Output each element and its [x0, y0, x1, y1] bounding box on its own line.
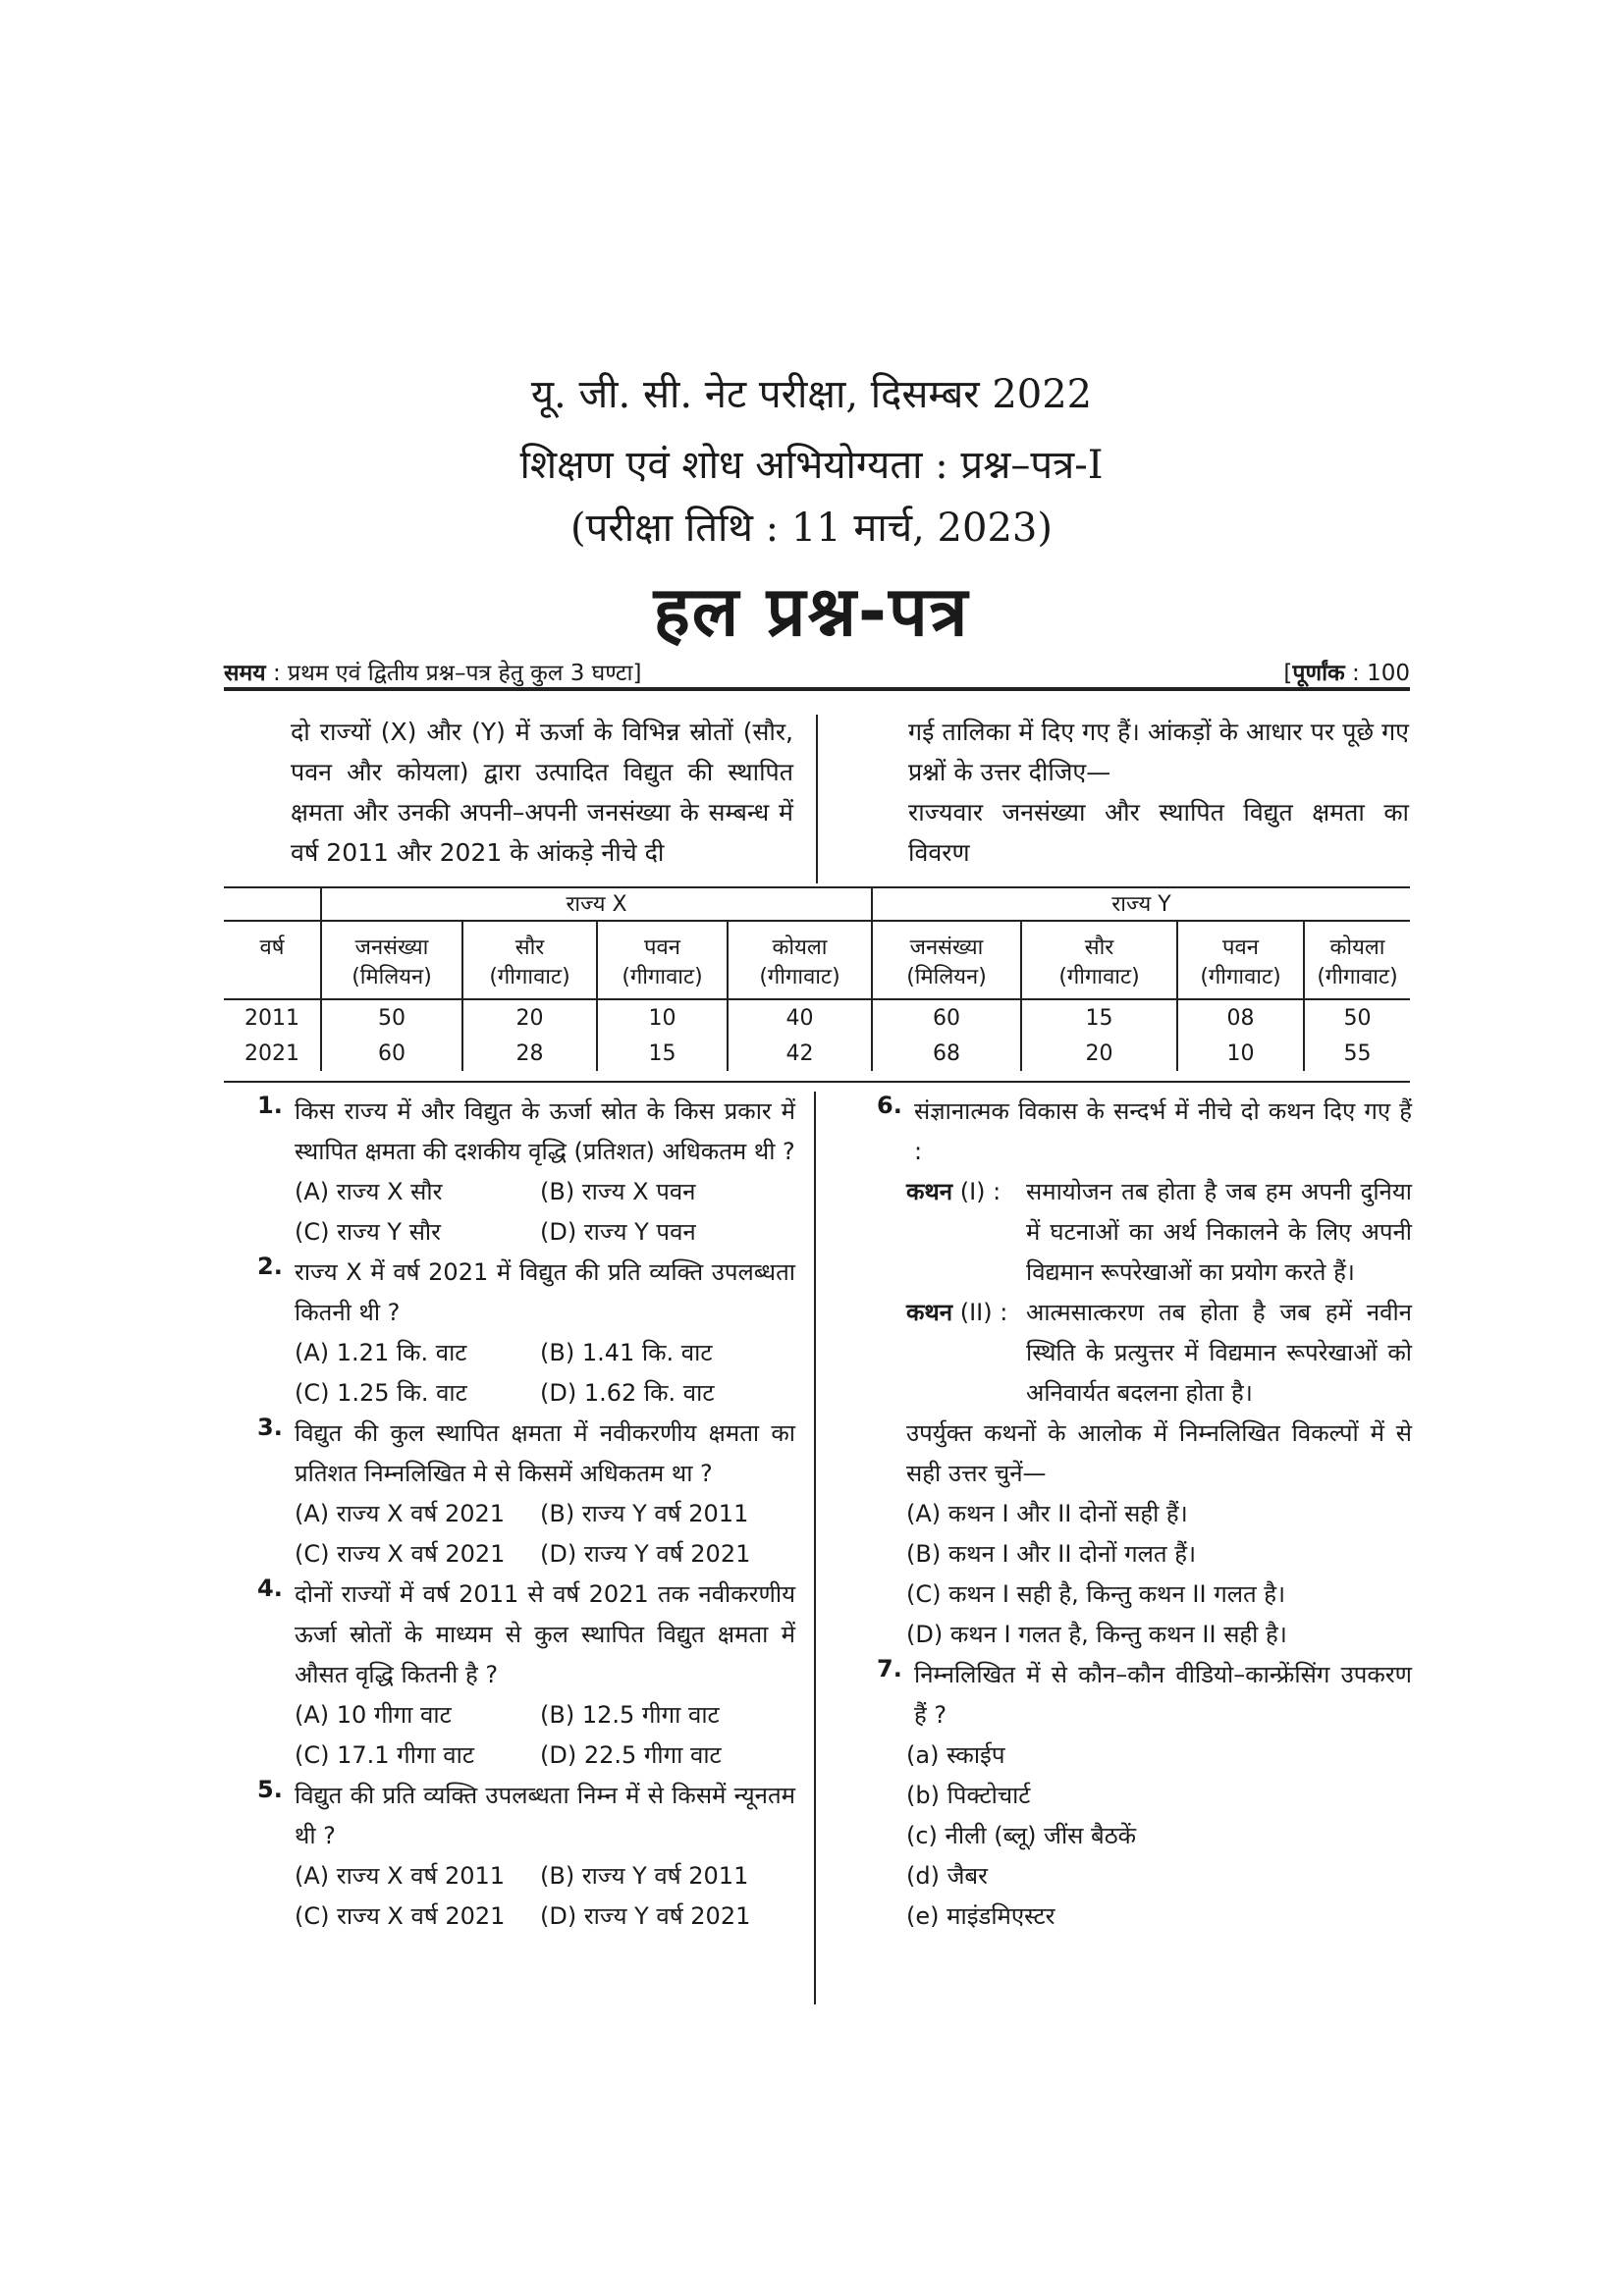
- state-x-header: राज्य X: [321, 886, 872, 921]
- unit-cell: (गीगावाट): [597, 961, 728, 999]
- option: (B) राज्य X पवन: [540, 1178, 696, 1205]
- list-item: (e) माइंडमिएस्टर: [906, 1902, 1055, 1930]
- option: (C) राज्य X वर्ष 2021: [295, 1902, 506, 1930]
- state-y-header: राज्य Y: [872, 886, 1410, 921]
- col-header: पवन: [1177, 921, 1304, 961]
- question-options: [295, 1695, 795, 1776]
- option: (C) 17.1 गीगा वाट: [295, 1741, 474, 1769]
- question-prompt: उपर्युक्त कथनों के आलोक में निम्नलिखित विकल्पों में से सही उत्तर चुनें—: [906, 1419, 1412, 1487]
- table-cell: 2011: [244, 1005, 299, 1031]
- list-item: (d) जैबर: [906, 1862, 988, 1890]
- question-options: [295, 1494, 795, 1575]
- table-caption: राज्यवार जनसंख्या और स्थापित विद्युत क्षमता का विवरण: [908, 798, 1409, 867]
- unit-cell: (मिलियन): [321, 961, 462, 999]
- statement-label: [906, 1293, 1007, 1333]
- col-header: सौर: [1021, 921, 1177, 961]
- option: (D) 1.62 कि. वाट: [540, 1379, 715, 1407]
- col-header: कोयला: [1304, 921, 1410, 961]
- table-cell: 68: [872, 1036, 1021, 1071]
- unit-empty: [224, 961, 321, 999]
- question-number: 7.: [877, 1655, 902, 1682]
- marks-info: [1283, 656, 1410, 687]
- intro-divider: [816, 715, 818, 883]
- page-title: हल प्रश्न-पत्र: [653, 571, 970, 652]
- column-divider: [814, 1092, 816, 2004]
- table-state-row: [224, 886, 1410, 921]
- option: (D) राज्य Y वर्ष 2021: [540, 1902, 751, 1930]
- data-table: [224, 886, 1410, 1071]
- table-cell: 20: [1021, 1036, 1177, 1071]
- table-cell: 50: [1304, 999, 1410, 1036]
- col-header: जनसंख्या: [321, 921, 462, 961]
- question-7: [877, 1655, 1412, 1937]
- marks-open: [: [1283, 661, 1293, 686]
- table-row: [224, 1036, 1410, 1071]
- question-options: [295, 1333, 795, 1414]
- table-row: [224, 999, 1410, 1036]
- unit-cell: (मिलियन): [872, 961, 1021, 999]
- question-5: [257, 1776, 795, 1937]
- option: (A) कथन I और II दोनों सही हैं।: [906, 1500, 1188, 1527]
- question-options: [295, 1172, 795, 1253]
- year-header: वर्ष: [259, 935, 285, 960]
- question-text: राज्य X में वर्ष 2021 में विद्युत की प्रति व्यक्ति उपलब्धता कितनी थी ?: [295, 1258, 795, 1326]
- option: (D) कथन I गलत है, किन्तु कथन II सही है।: [906, 1621, 1287, 1648]
- question-3: [257, 1414, 795, 1575]
- option: (D) राज्य Y वर्ष 2021: [540, 1540, 751, 1568]
- question-text: दोनों राज्यों में वर्ष 2011 से वर्ष 2021 तक नवीकरणीय ऊर्जा स्रोतों के माध्यम से कुल स्थापित विद्युत क्षमता में औसत वृद्धि कितनी है ?: [295, 1580, 795, 1688]
- option: (C) राज्य X वर्ष 2021: [295, 1540, 506, 1568]
- table-cell: 60: [321, 1036, 462, 1071]
- statement-num: (II) :: [959, 1299, 1008, 1326]
- table-cell: 60: [872, 999, 1021, 1036]
- unit-cell: (गीगावाट): [728, 961, 872, 999]
- header-rule: [224, 687, 1410, 691]
- statement-word: कथन: [906, 1299, 953, 1326]
- option: (C) राज्य Y सौर: [295, 1218, 441, 1246]
- option: (A) 10 गीगा वाट: [295, 1701, 452, 1729]
- question-number: 3.: [257, 1414, 283, 1441]
- option: (C) 1.25 कि. वाट: [295, 1379, 467, 1407]
- option: (B) कथन I और II दोनों गलत हैं।: [906, 1540, 1197, 1568]
- question-2: [257, 1253, 795, 1414]
- question-number: 4.: [257, 1575, 283, 1602]
- questions-left-column: [257, 1092, 795, 1937]
- table-cell: 28: [462, 1036, 597, 1071]
- option: (B) 1.41 कि. वाट: [540, 1339, 713, 1366]
- exam-heading: यू. जी. सी. नेट परीक्षा, दिसम्बर 2022: [530, 372, 1093, 417]
- unit-cell: (गीगावाट): [1304, 961, 1410, 999]
- marks-label: पूर्णांक: [1292, 661, 1345, 686]
- statement-2: [906, 1293, 1412, 1414]
- table-cell: 15: [597, 1036, 728, 1071]
- statement-word: कथन: [906, 1178, 953, 1205]
- col-header: कोयला: [728, 921, 872, 961]
- list-item: (a) स्काईप: [906, 1741, 1005, 1769]
- list-item: (c) नीली (ब्लू) जींस बैठकें: [906, 1822, 1137, 1849]
- table-cell: 2021: [244, 1041, 299, 1066]
- question-number: 6.: [877, 1092, 902, 1119]
- table-cell: 15: [1021, 999, 1177, 1036]
- statement-1: [906, 1172, 1412, 1293]
- question-number: 1.: [257, 1092, 283, 1119]
- marks-text: : 100: [1352, 661, 1410, 686]
- question-text: किस राज्य में और विद्युत के ऊर्जा स्रोत के किस प्रकार में स्थापित क्षमता की दशकीय वृद्धि (प्रतिशत) अधिकतम थी ?: [295, 1097, 795, 1165]
- question-4: [257, 1575, 795, 1776]
- statement-text: समायोजन तब होता है जब हम अपनी दुनिया में घटनाओं का अर्थ निकालने के लिए अपनी विद्यमान रूपरेखाओं का प्रयोग करते हैं।: [1026, 1178, 1412, 1286]
- option: (B) 12.5 गीगा वाट: [540, 1701, 720, 1729]
- option: (B) राज्य Y वर्ष 2011: [540, 1862, 749, 1890]
- exam-date: (परीक्षा तिथि : 11 मार्च, 2023): [570, 506, 1053, 551]
- option: (A) राज्य X वर्ष 2021: [295, 1500, 506, 1527]
- col-header: जनसंख्या: [872, 921, 1021, 961]
- question-text: संज्ञानात्मक विकास के सन्दर्भ में नीचे दो कथन दिए गए हैं :: [914, 1097, 1412, 1165]
- table-cell: 10: [1177, 1036, 1304, 1071]
- question-text: विद्युत की कुल स्थापित क्षमता में नवीकरणीय क्षमता का प्रतिशत निम्नलिखित मे से किसमें अधिकतम था ?: [295, 1419, 795, 1487]
- statement-num: (I) :: [959, 1178, 1001, 1205]
- intro-right: [908, 712, 1409, 873]
- table-col-row: [224, 921, 1410, 961]
- option: (D) राज्य Y पवन: [540, 1218, 696, 1246]
- table-cell: 08: [1177, 999, 1304, 1036]
- table-corner: [224, 886, 321, 921]
- table-cell: 40: [728, 999, 872, 1036]
- option: (D) 22.5 गीगा वाट: [540, 1741, 722, 1769]
- option: (A) 1.21 कि. वाट: [295, 1339, 467, 1366]
- time-text: : प्रथम एवं द्वितीय प्रश्न–पत्र हेतु कुल 3 घण्टा]: [272, 661, 642, 686]
- statement-text: आत्मसात्करण तब होता है जब हमें नवीन स्थिति के प्रत्युत्तर में विद्यमान रूपरेखाओं को अनिवार्यत बदलना होता है।: [1026, 1299, 1412, 1407]
- option: (B) राज्य Y वर्ष 2011: [540, 1500, 749, 1527]
- question-number: 2.: [257, 1253, 283, 1280]
- questions-right-column: [877, 1092, 1412, 1937]
- intro-left: दो राज्यों (X) और (Y) में ऊर्जा के विभिन्न स्रोतों (सौर, पवन और कोयला) द्वारा उत्पादित विद्युत की स्थापित क्षमता और उनकी अपनी–अपनी जनसंख्या के सम्बन्ध में वर्ष 2011 और 2021 के आंकड़े नीचे दी: [291, 718, 793, 867]
- unit-cell: (गीगावाट): [1021, 961, 1177, 999]
- table-cell: 10: [597, 999, 728, 1036]
- time-marks-bar: [224, 656, 1410, 689]
- question-text: निम्नलिखित में से कौन–कौन वीडियो–कान्फ्रेंसिंग उपकरण हैं ?: [914, 1661, 1412, 1729]
- option: (A) राज्य X सौर: [295, 1178, 443, 1205]
- intro-right-text: गई तालिका में दिए गए हैं। आंकड़ों के आधार पर पूछे गए प्रश्नों के उत्तर दीजिए—: [908, 718, 1409, 786]
- table-cell: 42: [728, 1036, 872, 1071]
- question-1: [257, 1092, 795, 1253]
- question-text: विद्युत की प्रति व्यक्ति उपलब्धता निम्न में से किसमें न्यूनतम थी ?: [295, 1782, 795, 1849]
- time-label: समय: [224, 661, 266, 686]
- table-cell: 55: [1304, 1036, 1410, 1071]
- unit-cell: (गीगावाट): [1177, 961, 1304, 999]
- col-header: पवन: [597, 921, 728, 961]
- paper-heading: शिक्षण एवं शोध अभियोग्यता : प्रश्न–पत्र-I: [519, 443, 1104, 488]
- option: (C) कथन I सही है, किन्तु कथन II गलत है।: [906, 1580, 1286, 1608]
- option: (A) राज्य X वर्ष 2011: [295, 1862, 506, 1890]
- table-unit-row: [224, 961, 1410, 999]
- list-item: (b) पिक्टोचार्ट: [906, 1782, 1031, 1809]
- unit-cell: (गीगावाट): [462, 961, 597, 999]
- time-info: [224, 656, 641, 687]
- table-cell: 50: [321, 999, 462, 1036]
- question-number: 5.: [257, 1776, 283, 1803]
- question-options: [295, 1856, 795, 1937]
- statement-label: [906, 1172, 1001, 1212]
- question-6: [877, 1092, 1412, 1655]
- table-cell: 20: [462, 999, 597, 1036]
- col-header: सौर: [462, 921, 597, 961]
- table-bottom-rule: [224, 1081, 1410, 1083]
